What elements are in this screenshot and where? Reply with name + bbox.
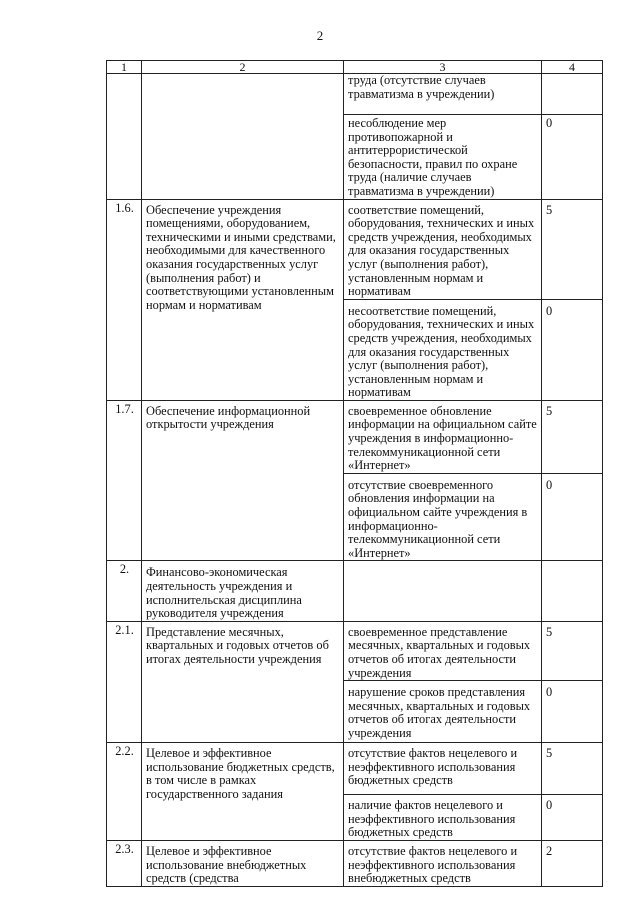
criterion-cell: труда (отсутствие случаев травматизма в учреждении) bbox=[344, 74, 542, 115]
criterion-cell: отсутствие фактов нецелевого и неэффективного использования внебюджетных средств bbox=[344, 840, 542, 886]
score-cell: 0 bbox=[542, 299, 603, 400]
table-row bbox=[107, 561, 603, 621]
score-cell: 5 bbox=[542, 199, 603, 299]
header-cell-1: 1 bbox=[107, 61, 142, 74]
score-cell: 0 bbox=[542, 473, 603, 561]
row-number bbox=[107, 74, 142, 200]
criterion-cell: отсутствие своевременного обновления информации на официальном сайте учреждения в информационно-телекоммуникационной сети «Интернет» bbox=[344, 473, 542, 561]
table-row bbox=[107, 621, 603, 680]
row-number: 1.7. bbox=[107, 400, 142, 561]
row-number: 2.3. bbox=[107, 840, 142, 886]
score-cell: 5 bbox=[542, 621, 603, 680]
row-number: 2.1. bbox=[107, 621, 142, 742]
criterion-cell bbox=[344, 561, 542, 621]
indicator-cell: Целевое и эффективное использование внебюджетных средств (средства bbox=[142, 840, 344, 886]
criterion-cell: наличие фактов нецелевого и неэффективного использования бюджетных средств bbox=[344, 795, 542, 841]
table-row bbox=[107, 743, 603, 795]
score-cell bbox=[542, 561, 603, 621]
table-row bbox=[107, 840, 603, 886]
criterion-cell: своевременное представление месячных, квартальных и годовых отчетов об итогах деятельности учреждения bbox=[344, 621, 542, 680]
indicator-cell bbox=[142, 74, 344, 200]
score-cell: 0 bbox=[542, 681, 603, 743]
criterion-cell: несоответствие помещений, оборудования, технических и иных средств учреждения, необходимых для оказания государственных услуг (выполнения работ), установленным нормам и нормативам bbox=[344, 299, 542, 400]
score-cell: 2 bbox=[542, 840, 603, 886]
criterion-cell: отсутствие фактов нецелевого и неэффективного использования бюджетных средств bbox=[344, 743, 542, 795]
score-cell: 0 bbox=[542, 795, 603, 841]
indicator-cell: Обеспечение информационной открытости учреждения bbox=[142, 400, 344, 561]
indicator-cell: Обеспечение учреждения помещениями, оборудованием, техническими и иными средствами, необходимыми для качественного оказания государственных услуг (выполнения работ) и соответствующими установленным нормам и нормативам bbox=[142, 199, 344, 400]
score-cell: 0 bbox=[542, 115, 603, 200]
criterion-cell: несоблюдение мер противопожарной и антитеррористической безопасности, правил по охране труда (наличие случаев травматизма в учреждении) bbox=[344, 115, 542, 200]
table-row bbox=[107, 74, 603, 115]
criterion-cell: своевременное обновление информации на официальном сайте учреждения в информационно-телекоммуникационной сети «Интернет» bbox=[344, 400, 542, 473]
header-cell-4: 4 bbox=[542, 61, 603, 74]
row-number: 2.2. bbox=[107, 743, 142, 841]
page-number: 2 bbox=[316, 28, 324, 43]
section-title-cell: Финансово-экономическая деятельность учреждения и исполнительская дисциплина руководителя учреждения bbox=[142, 561, 344, 621]
row-number: 1.6. bbox=[107, 199, 142, 400]
indicator-cell: Целевое и эффективное использование бюджетных средств, в том числе в рамках государственного задания bbox=[142, 743, 344, 841]
header-cell-2: 2 bbox=[142, 61, 344, 74]
header-row bbox=[107, 61, 603, 74]
criteria-table bbox=[106, 60, 603, 887]
row-number: 2. bbox=[107, 561, 142, 621]
indicator-cell: Представление месячных, квартальных и годовых отчетов об итогах деятельности учреждения bbox=[142, 621, 344, 742]
table-row bbox=[107, 199, 603, 299]
score-cell bbox=[542, 74, 603, 115]
criterion-cell: нарушение сроков представления месячных, квартальных и годовых отчетов об итогах деятельности учреждения bbox=[344, 681, 542, 743]
header-cell-3: 3 bbox=[344, 61, 542, 74]
score-cell: 5 bbox=[542, 743, 603, 795]
table-row bbox=[107, 400, 603, 473]
score-cell: 5 bbox=[542, 400, 603, 473]
criterion-cell: соответствие помещений, оборудования, технических и иных средств учреждения, необходимых для оказания государственных услуг (выполнения работ), установленным нормам и нормативам bbox=[344, 199, 542, 299]
